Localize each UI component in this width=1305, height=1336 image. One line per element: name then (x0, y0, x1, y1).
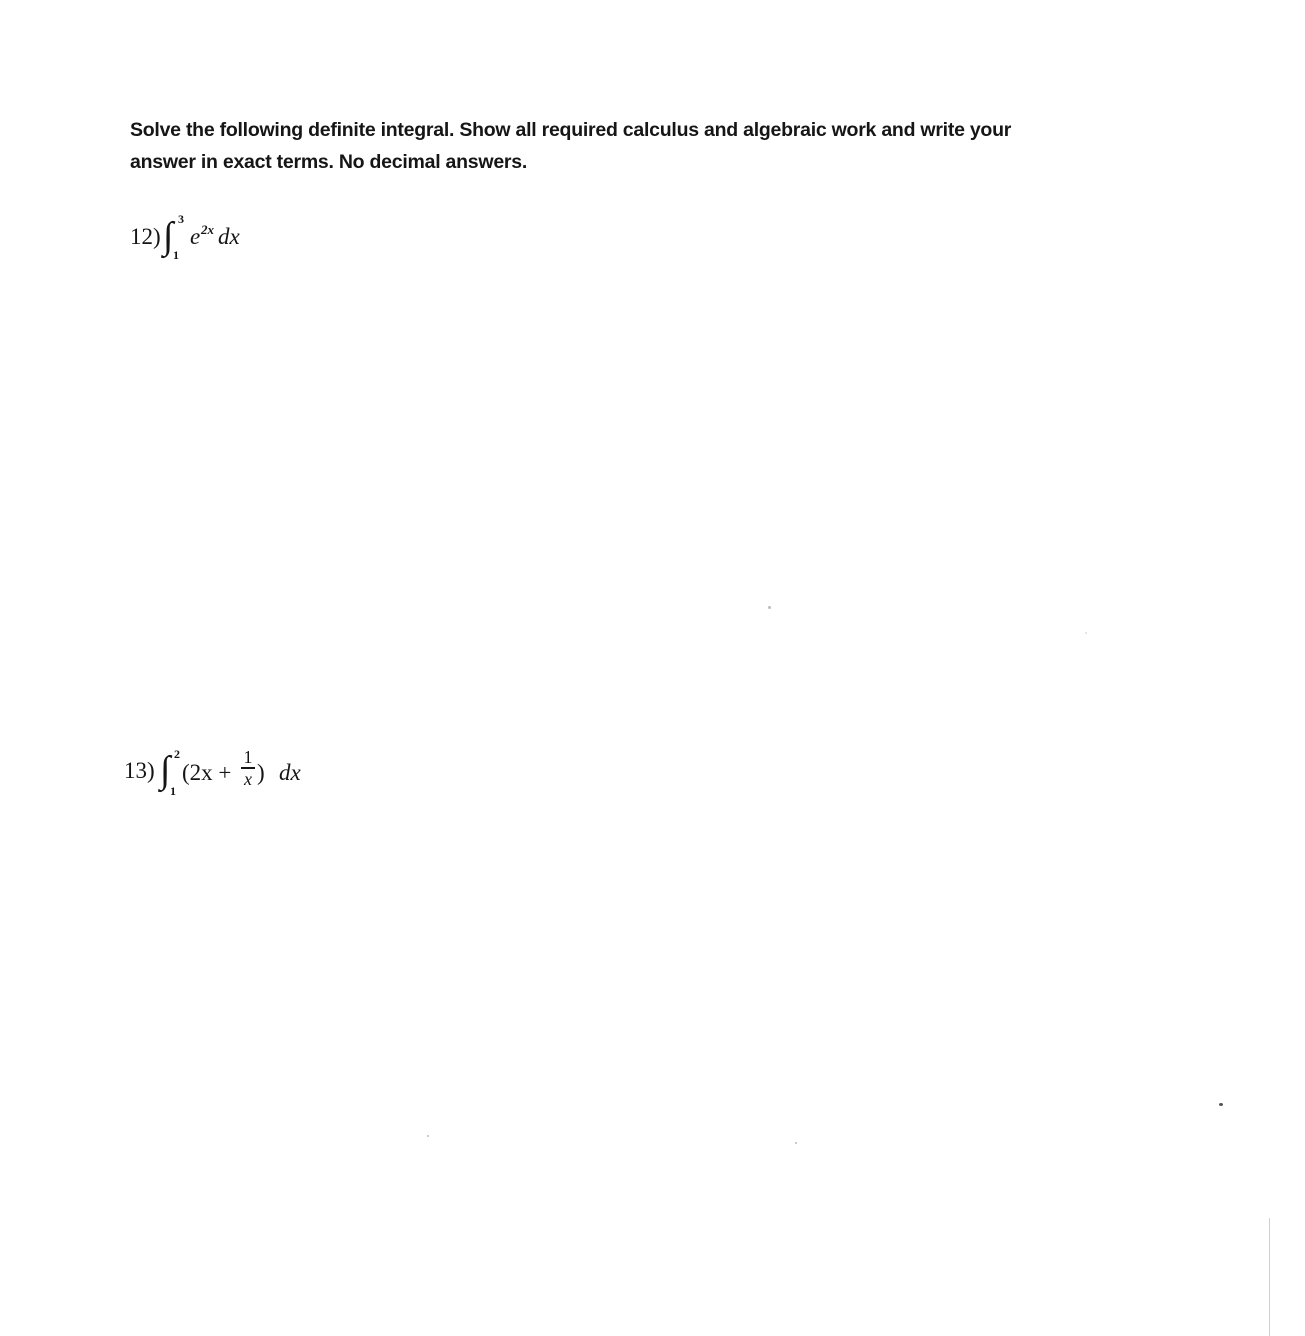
upper-limit: 2 (174, 747, 180, 761)
integral-sign: ∫ (163, 215, 174, 257)
problem-12 (130, 214, 290, 274)
lower-limit: 1 (170, 784, 176, 798)
instructions-line-2: answer in exact terms. No decimal answers. (130, 151, 528, 173)
instructions-text (130, 114, 1110, 178)
instructions-line-1: Solve the following definite integral. Show all required calculus and algebraic work and write your (130, 119, 1012, 141)
scan-speck (1219, 1103, 1223, 1106)
differential: dx (218, 224, 240, 249)
problem-13 (124, 748, 324, 812)
lower-limit: 1 (173, 248, 179, 262)
integrand-close: ) (257, 760, 265, 785)
fraction-numerator: 1 (243, 747, 253, 767)
integrand-exponent: 2x (201, 222, 214, 237)
scan-edge-line (1269, 1218, 1270, 1336)
problem-12-number: 12) (130, 224, 161, 249)
integral-sign: ∫ (160, 749, 171, 791)
scan-speck (1085, 632, 1087, 634)
fraction-denominator: x (244, 768, 252, 789)
scan-speck (795, 1142, 797, 1144)
integrand-base: e (190, 224, 201, 249)
upper-limit: 3 (178, 212, 184, 226)
scan-speck (768, 606, 771, 609)
integrand-open: (2x + (182, 760, 238, 785)
differential: dx (279, 760, 301, 785)
problem-13-number: 13) (124, 758, 155, 783)
integrand-fraction (241, 748, 255, 788)
scan-speck (427, 1135, 429, 1137)
